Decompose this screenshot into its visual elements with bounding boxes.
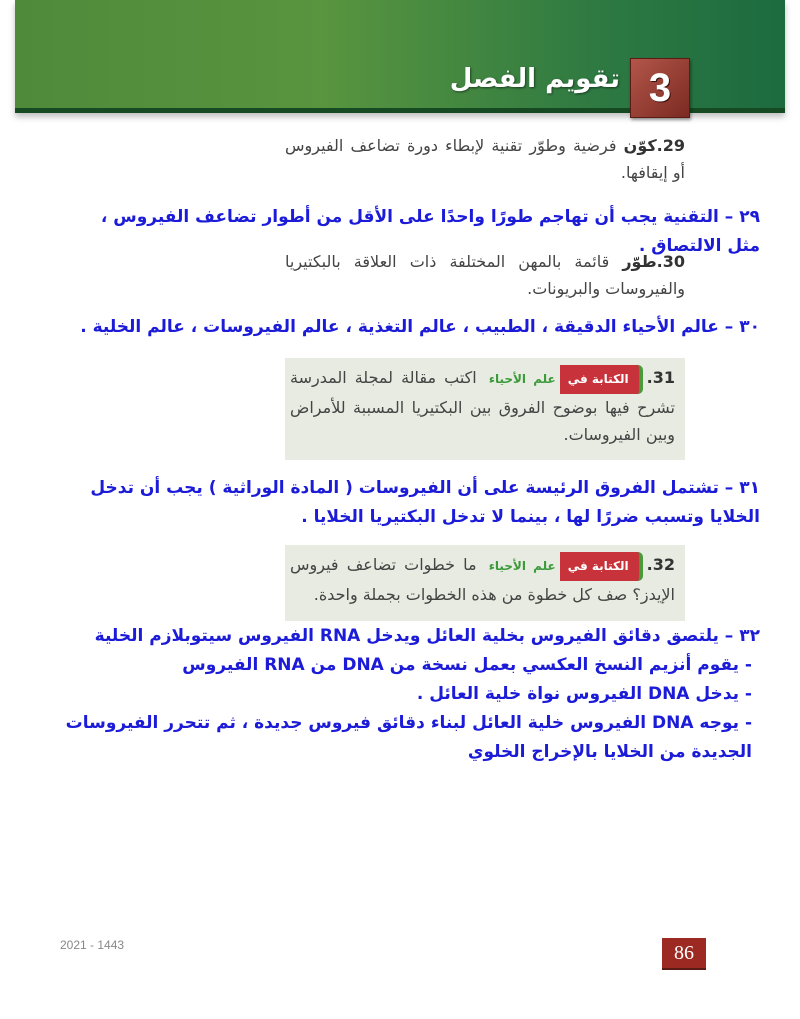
subject-label: علم الأحياء [488,559,556,573]
question-31 [290,364,675,448]
answer-31: ٣١ – تشتمل الفروق الرئيسة على أن الفيروسات ( المادة الوراثية ) يجب أن تدخل الخلايا وتسبب ضررًا لها ، بينما لا تدخل البكتيريا الخلايا . [90,478,760,527]
question-number: 32. [646,555,675,574]
question-text: اكتب مقالة لمجلة المدرسة تشرح فيها بوضوح الفروق بين البكتيريا المسببة للأمراض وبين الفيروسات. [290,368,675,444]
question-32 [290,551,675,608]
chapter-title: تقويم الفصل [449,64,620,94]
question-text: قائمة بالمهن المختلفة ذات العلاقة بالبكتيريا والفيروسات والبريونات. [285,252,685,298]
answer-line: - يدخل DNA الفيروس نواة خلية العائل . [416,684,752,704]
question-number: 30. [656,252,685,271]
question-number: 29. [656,136,686,155]
answer-line: ٣٢ – يلتصق دقائق الفيروس بخلية العائل ويدخل RNA الفيروس سيتوبلازم الخلية [94,626,760,646]
question-text: فرضية وطوّر تقنية لإبطاء دورة تضاعف الفيروس أو إيقافها. [285,136,685,182]
question-30 [285,248,685,302]
page-number: 86 [662,938,706,970]
question-29 [285,132,685,186]
answer-29: ٢٩ – التقنية يجب أن تهاجم طورًا واحدًا على الأقل من أطوار تضاعف الفيروس ، مثل الالتصاق . [100,207,760,256]
answer-line: - يقوم أنزيم النسخ العكسي بعمل نسخة من DNA من RNA الفيروس [182,655,752,675]
question-verb: كوّن [623,136,657,155]
writing-tag: الكتابة في [560,365,643,394]
question-text: ما خطوات تضاعف فيروس الإيدز؟ صف كل خطوة من هذه الخطوات بجملة واحدة. [290,555,675,604]
question-number: 31. [646,368,676,387]
chapter-number-badge: 3 [630,58,690,118]
answer-32 [60,622,760,767]
writing-box-32 [285,545,685,621]
answer-line: - يوجه DNA الفيروس خلية العائل لبناء دقائق فيروس جديدة ، ثم تتحرر الفيروسات الجديدة من الخلايا بالإخراج الخلوي [65,713,752,762]
question-verb: طوّر [622,252,657,271]
writing-box-31 [285,358,685,460]
writing-tag: الكتابة في [560,552,643,581]
answer-30: ٣٠ – عالم الأحياء الدقيقة ، الطبيب ، عالم التغذية ، عالم الفيروسات ، عالم الخلية . [80,317,760,337]
subject-label: علم الأحياء [488,372,556,386]
footer-year: 2021 - 1443 [60,938,125,952]
